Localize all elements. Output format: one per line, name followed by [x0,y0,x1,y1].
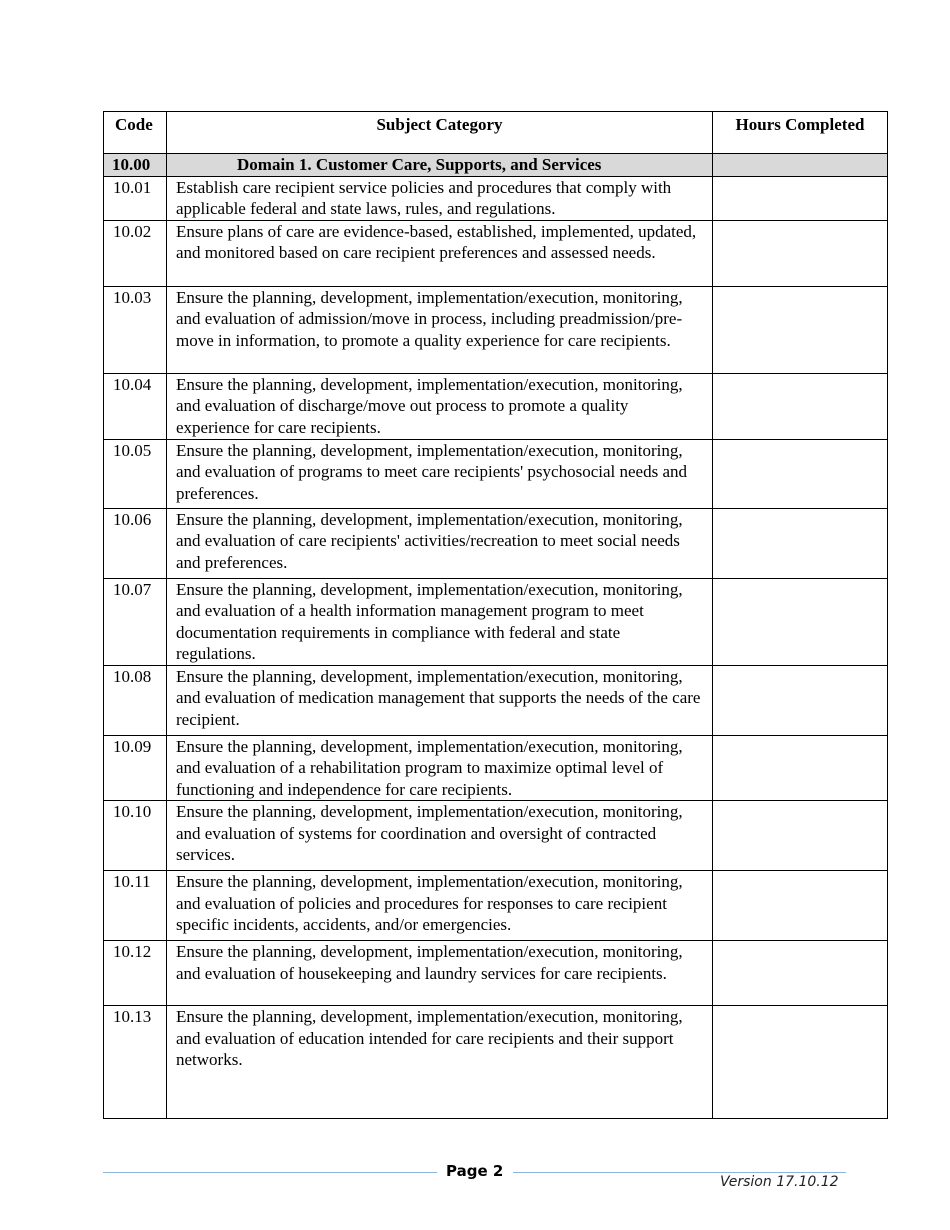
row-hours-cell[interactable] [713,735,888,801]
row-subject: Ensure the planning, development, implementation/execution, monitoring, and evaluation of education intended for care recipients and their support networks. [167,1006,713,1119]
row-code: 10.02 [104,220,167,286]
row-code: 10.07 [104,578,167,665]
header-code: Code [104,112,167,154]
table-row [104,508,888,578]
row-subject: Ensure the planning, development, implementation/execution, monitoring, and evaluation of admission/move in process, including preadmission/pre-move in information, to promote a quality experience for care recipients. [167,286,713,373]
row-subject: Ensure plans of care are evidence-based, established, implemented, updated, and monitored based on care recipient preferences and assessed needs. [167,220,713,286]
table-body [104,154,888,1119]
row-subject: Ensure the planning, development, implementation/execution, monitoring, and evaluation of care recipients' activities/recreation to meet social needs and preferences. [167,508,713,578]
row-hours-cell[interactable] [713,801,888,871]
table-row [104,801,888,871]
row-code: 10.03 [104,286,167,373]
domain-title: Domain 1. Customer Care, Supports, and Services [167,154,713,177]
row-code: 10.06 [104,508,167,578]
row-subject: Ensure the planning, development, implementation/execution, monitoring, and evaluation of housekeeping and laundry services for care recipients. [167,941,713,1006]
row-hours-cell[interactable] [713,1006,888,1119]
footer-rule-right [513,1172,846,1173]
row-code: 10.11 [104,871,167,941]
row-subject: Ensure the planning, development, implementation/execution, monitoring, and evaluation of medication management that supports the needs of the care recipient. [167,665,713,735]
row-code: 10.12 [104,941,167,1006]
table-row [104,735,888,801]
row-code: 10.08 [104,665,167,735]
row-subject: Ensure the planning, development, implementation/execution, monitoring, and evaluation of programs to meet care recipients' psychosocial needs and preferences. [167,439,713,508]
row-hours-cell[interactable] [713,871,888,941]
row-subject: Ensure the planning, development, implementation/execution, monitoring, and evaluation of a health information management program to meet documentation requirements in compliance with federal and state regulations. [167,578,713,665]
row-hours-cell[interactable] [713,941,888,1006]
row-subject: Ensure the planning, development, implementation/execution, monitoring, and evaluation of a rehabilitation program to maximize optimal level of functioning and independence for care recipients. [167,735,713,801]
row-code: 10.09 [104,735,167,801]
header-hours-completed: Hours Completed [713,112,888,154]
row-subject: Ensure the planning, development, implementation/execution, monitoring, and evaluation of systems for coordination and oversight of contracted services. [167,801,713,871]
table-row [104,176,888,220]
domain-row [104,154,888,177]
table-row [104,373,888,439]
row-hours-cell[interactable] [713,508,888,578]
row-hours-cell[interactable] [713,439,888,508]
row-hours-cell[interactable] [713,373,888,439]
competency-table [103,111,888,1119]
domain-hours-cell[interactable] [713,154,888,177]
table-row [104,941,888,1006]
row-hours-cell[interactable] [713,286,888,373]
row-hours-cell[interactable] [713,665,888,735]
table-row [104,286,888,373]
header-subject-category: Subject Category [167,112,713,154]
table-row [104,665,888,735]
row-code: 10.01 [104,176,167,220]
row-subject: Ensure the planning, development, implementation/execution, monitoring, and evaluation of policies and procedures for responses to care recipient specific incidents, accidents, and/or emergencies. [167,871,713,941]
row-code: 10.13 [104,1006,167,1119]
version-label: Version 17.10.12 [720,1174,839,1190]
table-row [104,1006,888,1119]
row-code: 10.10 [104,801,167,871]
row-subject: Ensure the planning, development, implementation/execution, monitoring, and evaluation of discharge/move out process to promote a quality experience for care recipients. [167,373,713,439]
table-row [104,439,888,508]
row-hours-cell[interactable] [713,578,888,665]
row-code: 10.04 [104,373,167,439]
row-hours-cell[interactable] [713,176,888,220]
table-row [104,871,888,941]
row-hours-cell[interactable] [713,220,888,286]
row-subject: Establish care recipient service policies and procedures that comply with applicable federal and state laws, rules, and regulations. [167,176,713,220]
page-number: Page 2 [446,1162,504,1180]
table-row [104,220,888,286]
row-code: 10.05 [104,439,167,508]
footer-rule-left [103,1172,437,1173]
domain-code: 10.00 [104,154,167,177]
header-row [104,112,888,154]
table-row [104,578,888,665]
